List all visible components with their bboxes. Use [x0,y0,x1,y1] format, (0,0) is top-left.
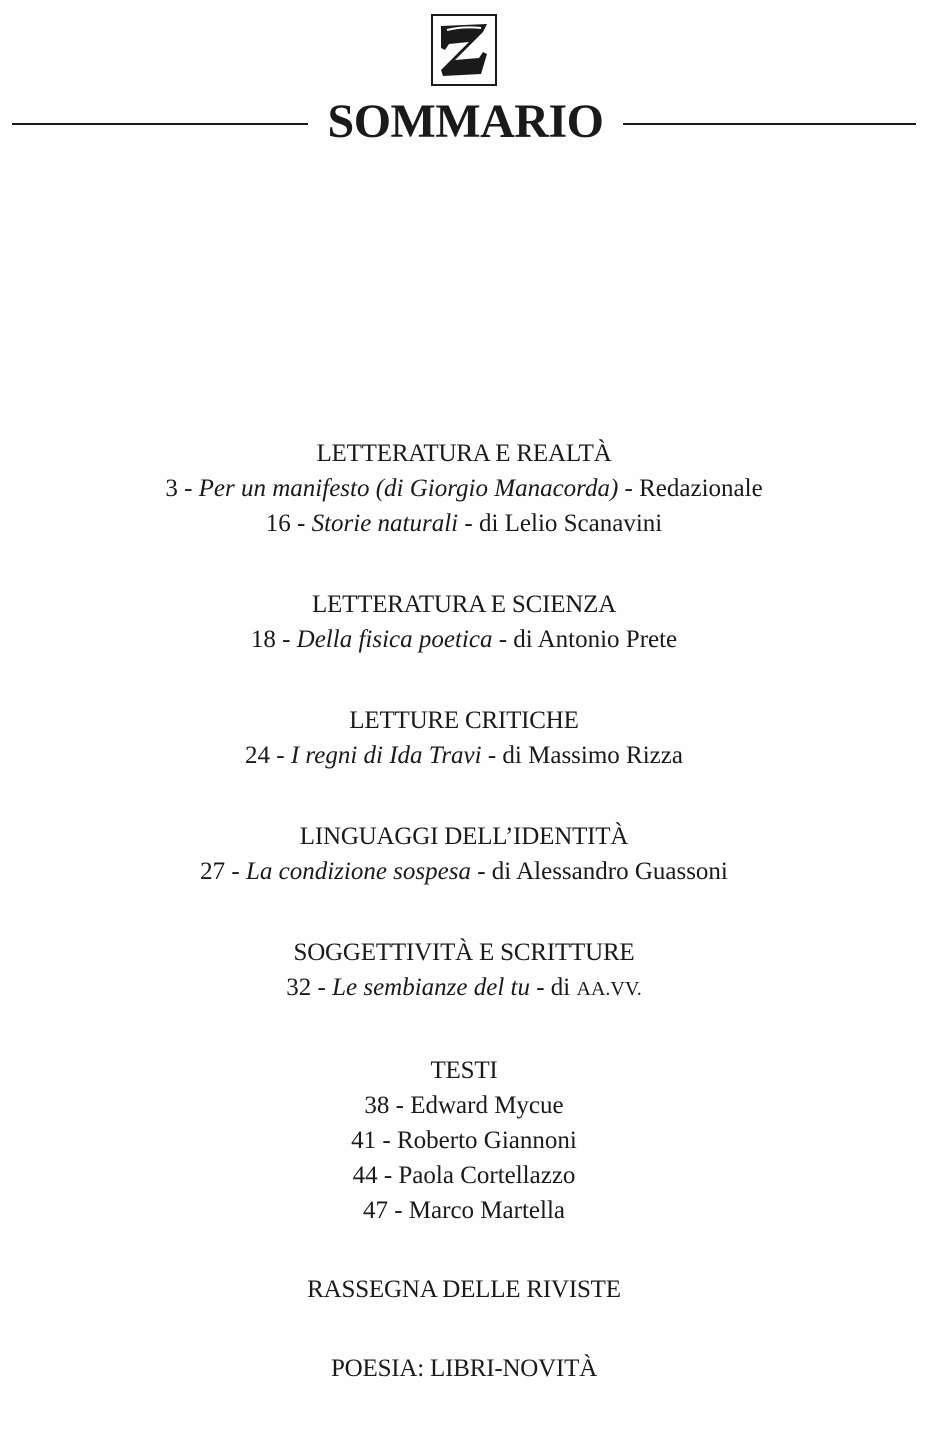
toc-section-letteratura-scienza [0,587,928,657]
section-title: RASSEGNA DELLE RIVISTE [307,1276,621,1303]
section-title: LINGUAGGI DELL’IDENTITÀ [299,823,629,850]
toc-section-linguaggi-identita [0,819,928,889]
entry-page: 27 [200,858,226,885]
page-header [0,92,928,152]
toc-entry: 27 - La condizione sospesa - di Alessandro Guassoni [200,858,728,885]
page-title: SOMMARIO [327,95,604,148]
section-title: LETTERATURA E REALTÀ [316,440,612,467]
entry-page: 16 [265,510,291,537]
entry-byline-authors: AA.VV. [576,978,642,1000]
entry-work: Per un manifesto (di Giorgio Manacorda) [198,475,619,502]
entry-byline: - di Antonio Prete [492,626,678,653]
toc-entry: 38 - Edward Mycue [364,1092,564,1119]
toc-entry: 18 - Della fisica poetica - di Antonio Prete [250,626,678,653]
toc-entry: 24 - I regni di Ida Travi - di Massimo Rizza [245,742,683,769]
toc-section-testi [0,1053,928,1228]
toc-section-soggettivita-scritture [0,935,928,1007]
entry-byline: - di Massimo Rizza [481,742,683,769]
table-of-contents [0,436,928,1432]
header-rule-left [12,123,308,125]
toc-section-poesia [0,1351,928,1386]
toc-entry: 44 - Paola Cortellazzo [352,1162,576,1189]
toc-entry: 32 - Le sembianze del tu - di AA.VV. [286,974,642,1001]
z-logo-icon [433,16,495,84]
entry-byline: - di Alessandro Guassoni [470,858,728,885]
toc-entry: 47 - Marco Martella [362,1197,565,1224]
entry-work: Le sembianze del tu [332,974,530,1001]
entry-work: Della fisica poetica [296,626,493,653]
toc-entry: 16 - Storie naturali - di Lelio Scanavini [265,510,663,537]
toc-section-letteratura-realta [0,436,928,541]
header-rule-right [623,123,916,125]
entry-page: 32 [286,974,312,1001]
entry-byline-prefix: - di [529,974,577,1001]
entry-byline: - di Lelio Scanavini [458,510,663,537]
entry-work: La condizione sospesa [245,858,471,885]
toc-section-letture-critiche [0,703,928,773]
entry-byline: - Redazionale [618,475,763,502]
toc-entry: 41 - Roberto Giannoni [351,1127,577,1154]
section-title: POESIA: LIBRI-NOVITÀ [330,1355,598,1382]
journal-logo [431,14,497,86]
entry-page: 3 [165,475,178,502]
entry-work: Storie naturali [311,510,459,537]
section-title: SOGGETTIVITÀ E SCRITTURE [293,939,635,966]
entry-page: 24 [245,742,271,769]
section-title: LETTERATURA E SCIENZA [311,591,617,618]
entry-page: 18 [250,626,276,653]
section-title: TESTI [430,1057,498,1084]
section-title: LETTURE CRITICHE [349,707,579,734]
toc-entry: 3 - Per un manifesto (di Giorgio Manacorda) - Redazionale [165,475,763,502]
toc-section-rassegna [0,1272,928,1307]
entry-work: I regni di Ida Travi [290,742,482,769]
